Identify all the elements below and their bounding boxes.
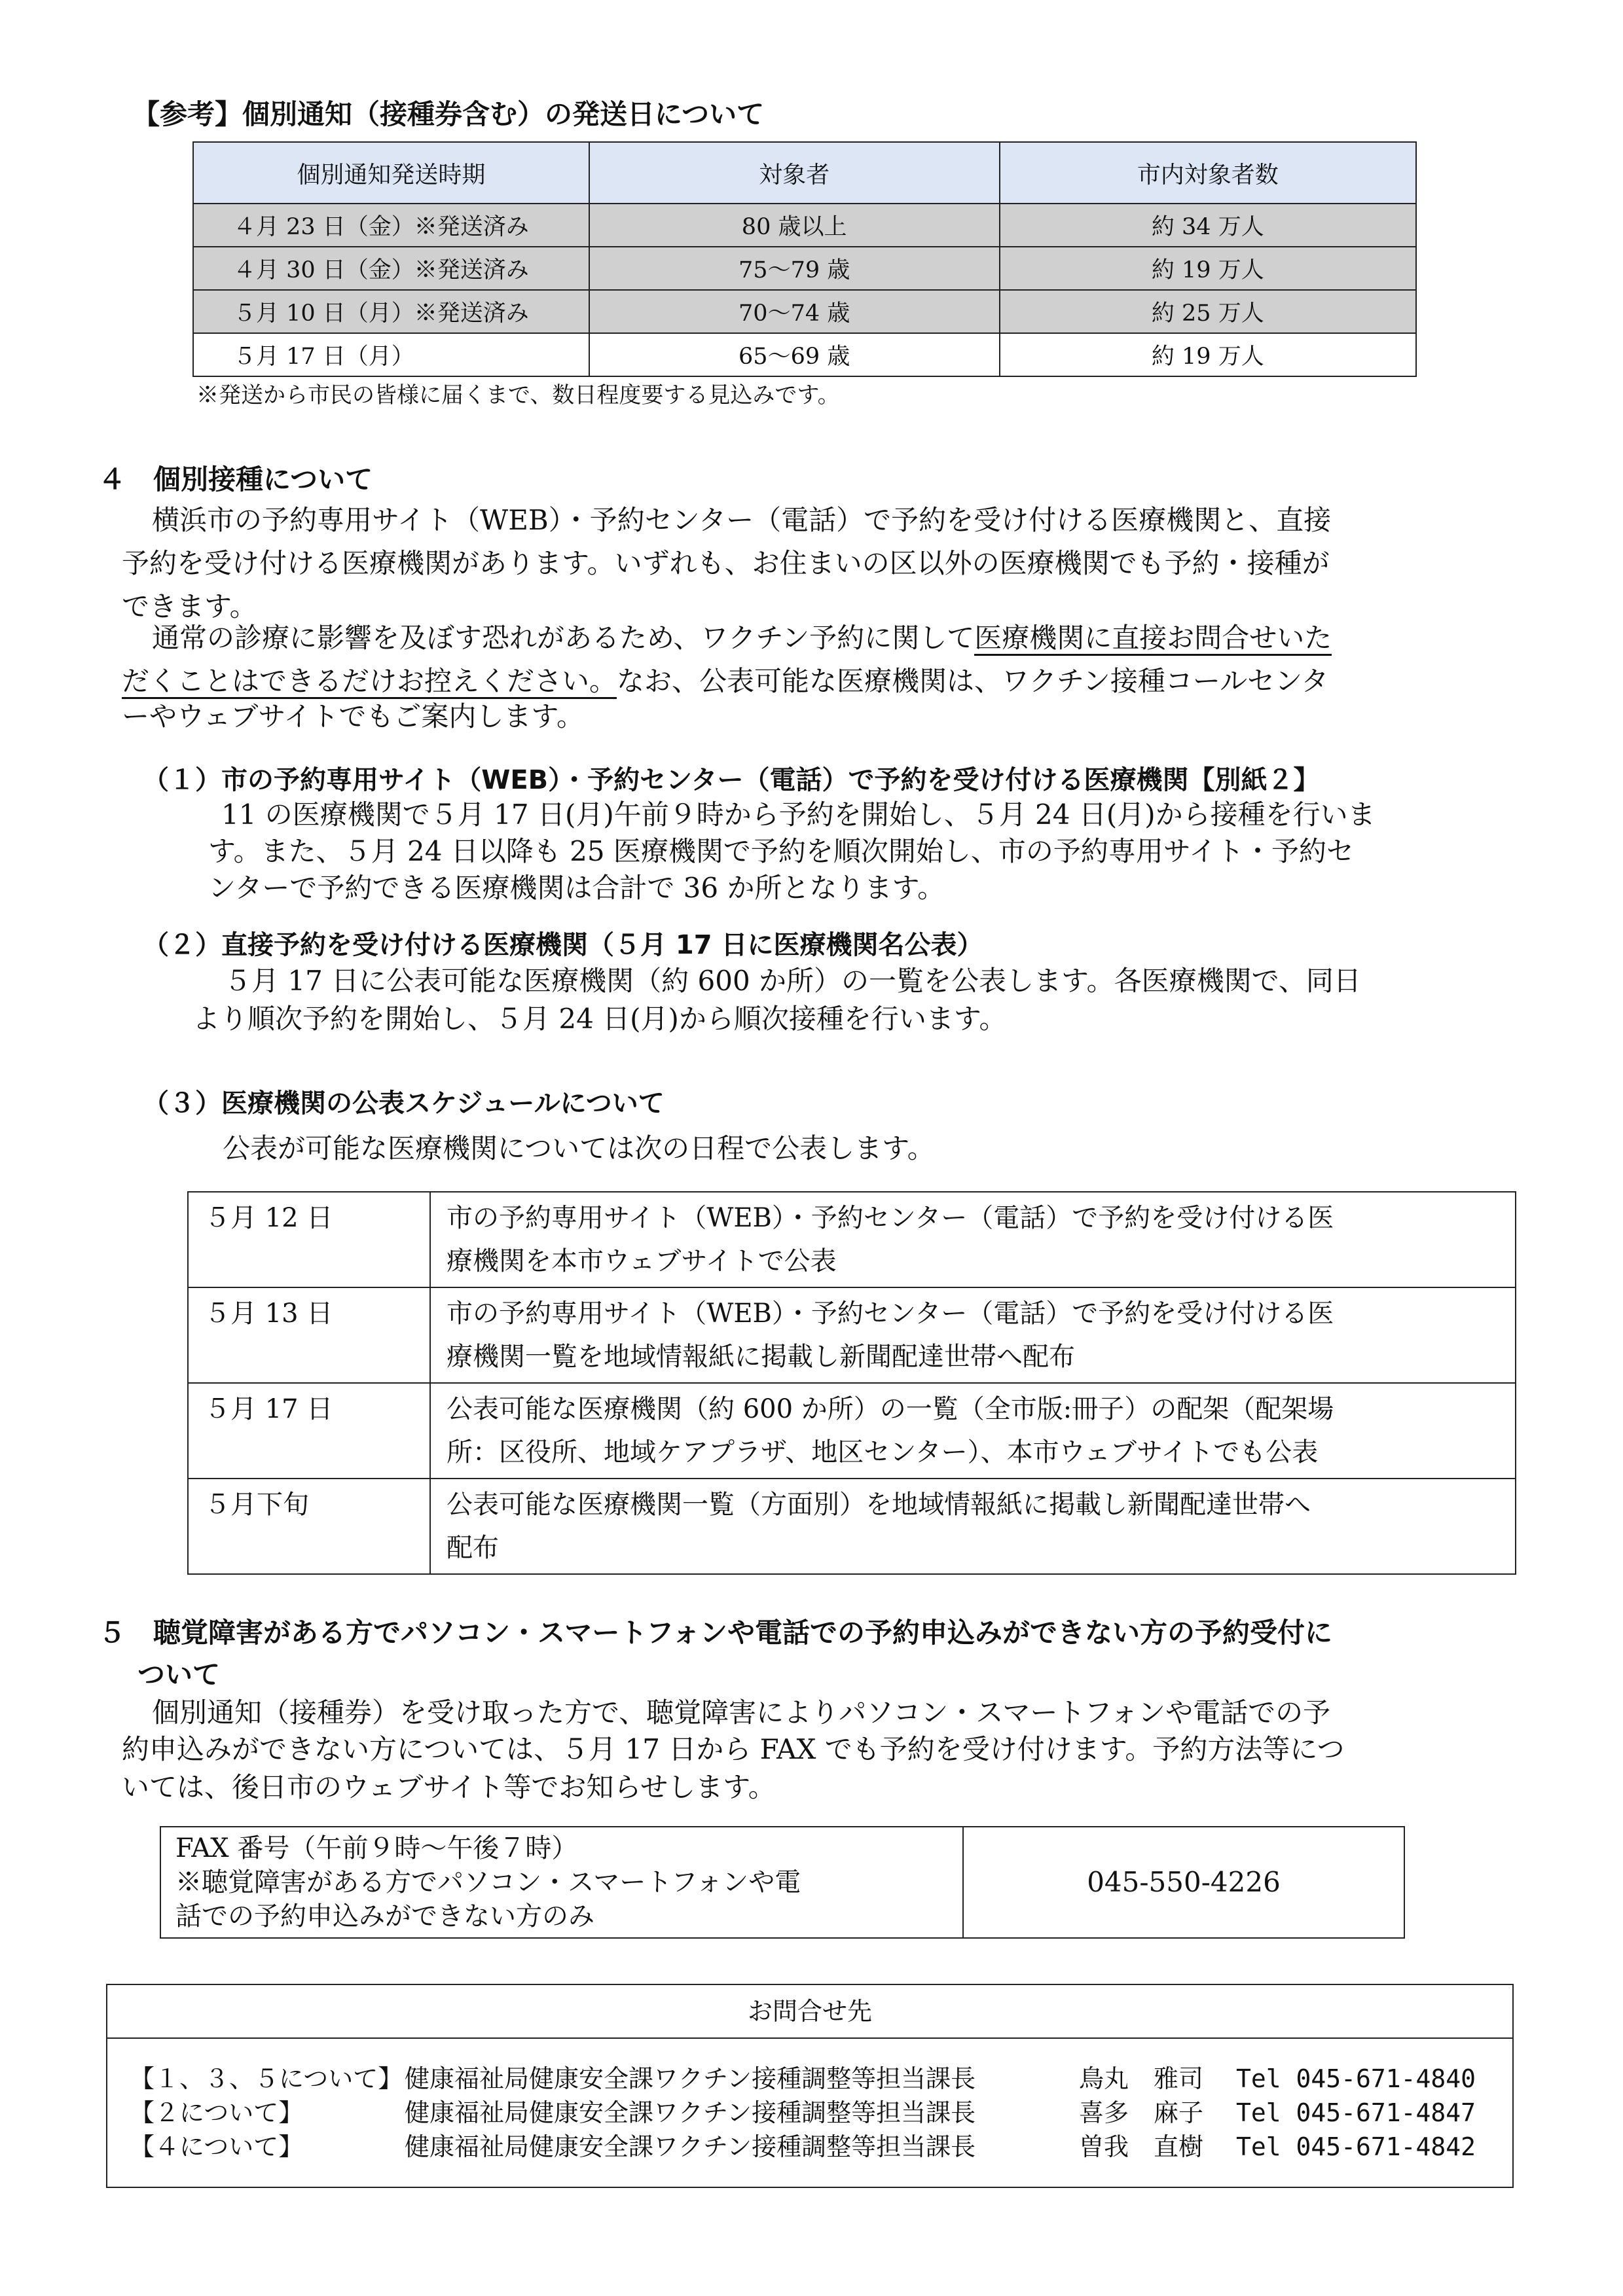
fax-label-line: 話での予約申込みができない方のみ (175, 1901, 594, 1931)
section4-title: ４ 個別接種について (98, 463, 373, 495)
cell-count: 約 19 万人 (1000, 247, 1416, 290)
desc-line: 療機関一覧を地域情報紙に掲載し新聞配達世帯へ配布 (447, 1342, 1075, 1372)
cell-date: ５月 12 日 (188, 1192, 430, 1287)
section5-line3: いては、後日市のウェブサイト等でお知らせします。 (122, 1771, 776, 1803)
cell-target: 80 歳以上 (589, 204, 1000, 247)
contact-dept: 健康福祉局健康安全課ワクチン接種調整等担当課長 (405, 2064, 976, 2093)
para2-underlined-text: 医療機関に直接お問合せいた (974, 622, 1332, 656)
fax-number: 045-550-4226 (963, 1827, 1404, 1938)
contact-person: 曽我 直樹 (1079, 2132, 1204, 2161)
cell-period: ５月 10 日（月）※発送済み (193, 290, 589, 333)
section4-para2-line1 (152, 617, 1332, 660)
section4-para1-line1: 横浜市の予約専用サイト（WEB）・予約センター（電話）で予約を受け付ける医療機関と、直接 (152, 504, 1332, 536)
section4-para1-line3: できます。 (122, 590, 257, 622)
cell-period: ４月 23 日（金）※発送済み (193, 204, 589, 247)
header-period: 個別通知発送時期 (193, 142, 589, 204)
contact-tel: Tel 045-671-4847 (1236, 2098, 1476, 2127)
cell-count: 約 34 万人 (1000, 204, 1416, 247)
contact-box (106, 1984, 1514, 2188)
header-target: 対象者 (589, 142, 1000, 204)
section4-para2-line3: ーやウェブサイトでもご案内します。 (122, 700, 585, 732)
para2-text: 通常の診療に影響を及ぼす恐れがあるため、ワクチン予約に関して (152, 622, 975, 654)
cell-date: ５月 13 日 (188, 1287, 430, 1383)
sub2-line2: より順次予約を開始し、５月 24 日(月)から順次接種を行います。 (192, 1003, 1007, 1035)
table-header-row (193, 142, 1416, 204)
contact-topic: 【２について】 (130, 2098, 304, 2127)
contact-person: 喜多 麻子 (1079, 2098, 1204, 2127)
contact-dept: 健康福祉局健康安全課ワクチン接種調整等担当課長 (405, 2132, 976, 2161)
fax-label-cell (160, 1827, 963, 1938)
sub3-title: （３）医療機関の公表スケジュールについて (143, 1088, 665, 1119)
table-row (188, 1383, 1516, 1479)
desc-line: 市の予約専用サイト（WEB）・予約センター（電話）で予約を受け付ける医 (447, 1299, 1334, 1329)
para2-underlined-text: だくことはできるだけお控えください。 (122, 665, 617, 699)
table-row (188, 1287, 1516, 1383)
cell-desc (430, 1192, 1516, 1287)
fax-info-table (160, 1826, 1405, 1939)
contact-tel: Tel 045-671-4840 (1236, 2064, 1476, 2093)
table-row (188, 1192, 1516, 1287)
cell-target: 75～79 歳 (589, 247, 1000, 290)
cell-period: ５月 17 日（月） (193, 333, 589, 376)
table-row (193, 204, 1416, 247)
contact-dept: 健康福祉局健康安全課ワクチン接種調整等担当課長 (405, 2098, 976, 2127)
table-row (193, 247, 1416, 290)
contact-row (130, 2092, 1476, 2128)
cell-desc (430, 1287, 1516, 1383)
contact-row (130, 2126, 1476, 2162)
cell-date: ５月下旬 (188, 1479, 430, 1574)
contact-person: 鳥丸 雅司 (1079, 2064, 1204, 2093)
shipping-schedule-table (192, 141, 1417, 377)
fax-label-line: ※聴覚障害がある方でパソコン・スマートフォンや電 (175, 1867, 801, 1897)
desc-line: 公表可能な医療機関（約 600 か所）の一覧（全市版:冊子）の配架（配架場 (447, 1394, 1334, 1424)
sub3-intro: 公表が可能な医療機関については次の日程で公表します。 (223, 1132, 935, 1164)
contact-tel: Tel 045-671-4842 (1236, 2132, 1476, 2161)
section4-para1-line2: 予約を受け付ける医療機関があります。いずれも、お住まいの区以外の医療機関でも予約・接種が (122, 547, 1330, 579)
contact-topic: 【１、３、５について】 (130, 2064, 403, 2093)
desc-line: 所：区役所、地域ケアプラザ、地区センター）、本市ウェブサイトでも公表 (447, 1437, 1319, 1467)
cell-date: ５月 17 日 (188, 1383, 430, 1479)
contact-topic: 【４について】 (130, 2132, 304, 2161)
cell-target: 65～69 歳 (589, 333, 1000, 376)
desc-line: 配布 (447, 1533, 499, 1563)
fax-label-line: FAX 番号（午前９時～午後７時） (175, 1833, 578, 1863)
sub2-title: （２）直接予約を受け付ける医療機関（５月 17 日に医療機関名公表） (143, 930, 983, 960)
publication-schedule-table (187, 1191, 1516, 1575)
cell-period: ４月 30 日（金）※発送済み (193, 247, 589, 290)
cell-count: 約 25 万人 (1000, 290, 1416, 333)
reference-note: ※発送から市民の皆様に届くまで、数日程度要する見込みです。 (196, 382, 840, 408)
sub1-line1: 11 の医療機関で５月 17 日(月)午前９時から予約を開始し、５月 24 日(月)から接種を行いま (221, 798, 1376, 831)
sub1-line2: す。また、５月 24 日以降も 25 医療機関で予約を順次開始し、市の予約専用サイト・予約セ (208, 835, 1354, 867)
contact-heading: お問合せ先 (107, 1985, 1512, 2039)
section5-line2: 約申込みができない方については、５月 17 日から FAX でも予約を受け付けます。予約方法等につ (122, 1733, 1345, 1765)
table-row (160, 1827, 1404, 1938)
table-row (188, 1479, 1516, 1574)
cell-target: 70～74 歳 (589, 290, 1000, 333)
cell-desc (430, 1479, 1516, 1574)
desc-line: 公表可能な医療機関一覧（方面別）を地域情報紙に掲載し新聞配達世帯へ (447, 1490, 1311, 1520)
section5-title-line2: ついて (137, 1659, 221, 1691)
sub1-line3: ンターで予約できる医療機関は合計で 36 か所となります。 (208, 872, 945, 904)
sub2-line1: ５月 17 日に公表可能な医療機関（約 600 か所）の一覧を公表します。各医療機関で、同日 (224, 965, 1361, 997)
contact-row (130, 2058, 1476, 2094)
section5-title-line1: ５ 聴覚障害がある方でパソコン・スマートフォンや電話での予約申込みができない方の予約受付に (98, 1617, 1332, 1649)
cell-desc (430, 1383, 1516, 1479)
desc-line: 市の予約専用サイト（WEB）・予約センター（電話）で予約を受け付ける医 (447, 1203, 1334, 1233)
sub1-title: （１）市の予約専用サイト（WEB）・予約センター（電話）で予約を受け付ける医療機関【別紙２】 (143, 765, 1320, 795)
table-row (193, 290, 1416, 333)
cell-count: 約 19 万人 (1000, 333, 1416, 376)
para2-text: なお、公表可能な医療機関は、ワクチン接種コールセンタ (617, 665, 1329, 697)
reference-title: 【参考】個別通知（接種券含む）の発送日について (132, 98, 765, 130)
header-count: 市内対象者数 (1000, 142, 1416, 204)
desc-line: 療機関を本市ウェブサイトで公表 (447, 1246, 837, 1276)
section5-line1: 個別通知（接種券）を受け取った方で、聴覚障害によりパソコン・スマートフォンや電話での予 (152, 1696, 1331, 1729)
table-row (193, 333, 1416, 376)
